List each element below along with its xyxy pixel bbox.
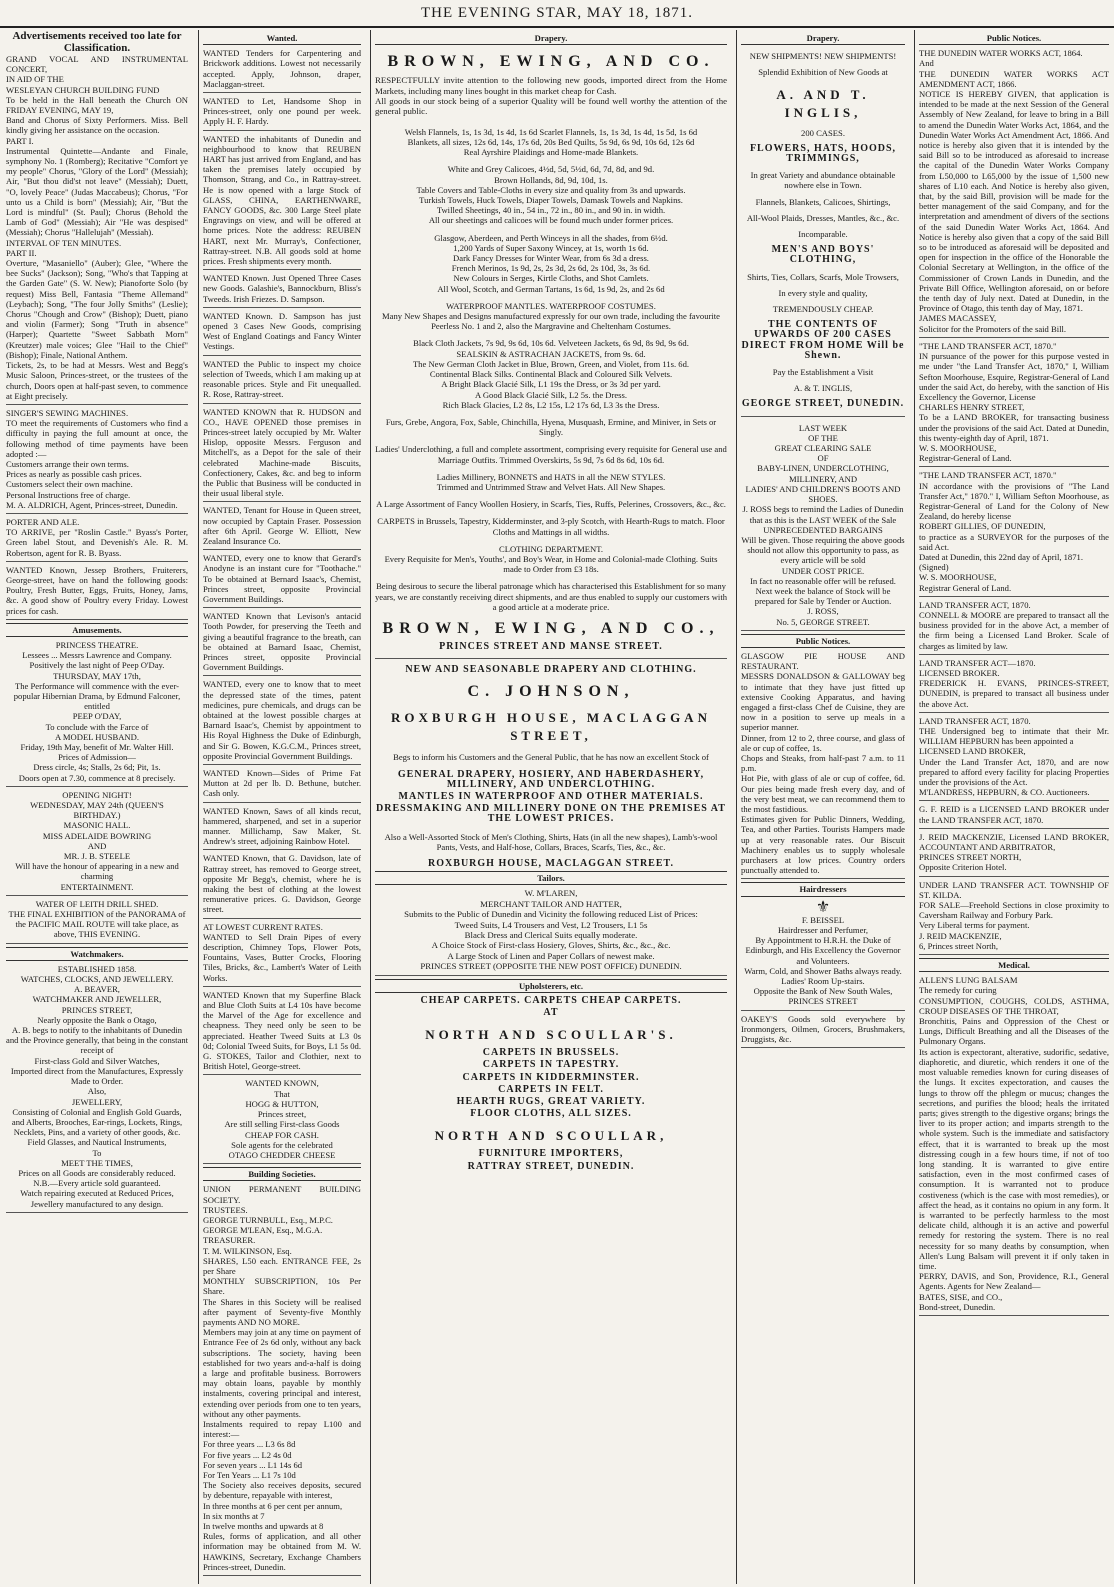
- wanted-ad: WANTED, every one to know that Gerard's Anodyne is an instant cure for "Toothache." To be obtained at Bernard Isaac's, Chemist, Princes street, opposite Provincial Government Buildings.: [203, 553, 361, 608]
- inglis-line: GEORGE STREET, DUNEDIN.: [741, 398, 905, 410]
- land-transfer-notice: LAND TRANSFER ACT, 1870. THE Undersigned beg to intimate that their Mr. WILLIAM HEPBURN has been appointed a LICENSED LAND BROKER, Under the Land Transfer Act, 1870, and are now prepared to afford every facility for placing Properties under the provisions of the Act. M'LANDRESS, HEPBURN, & CO. Auctioneers.: [919, 716, 1109, 802]
- wanted-ad: WANTED the Public to inspect my choice selection of Tweeds, which I am making up at reasonable prices. Style and Fit unequalled. R. Rose, Rattray-street.: [203, 359, 361, 404]
- wanted-ad: WANTED the inhabitants of Dunedin and neighbourhood to know that REUBEN HART has just arrived from England, and has taken the premises lately occupied by Thomson, Strang, and Co., in Rattray-street. He is now opened with a large Stock of GLASS, CHINA, EARTHENWARE, FANCY GOODS, &c. 300 Large Steel plate Engravings on view, and will be offered at home prices. Note the address: REUBEN HART, next Mr. Murray's, Confectioner, Rattray-street. N.B. All goods sold at home prices. Fresh shipments every month.: [203, 134, 361, 271]
- wanted-ad: WANTED Known that my Superfine Black and Blue Cloth Suits at L4 10s have become the Marvel of the Age for excellence and cheapness. They need only be seen to be appreciated. Heather Tweed Suits at L3 0s 0d; Colonial Tweed Suits, for Boys, L1 5s 0d. G. STOKES, Tailor and Clothier, next to British Hotel, George-street.: [203, 990, 361, 1076]
- wanted-ad: WANTED KNOWN that R. HUDSON and CO., HAVE OPENED those premises in Princes-street lately occupied by Mr. Walter Hislop, opposite Messrs. Ferguson and Mitchell's, as a Depot for the sale of their celebrated Machine-made Biscuits, Confectionery, Cakes, &c. and beg to inform the Public that Business will be conducted in their usual liberal style.: [203, 407, 361, 503]
- medical-header: Medical.: [919, 958, 1109, 972]
- johnson-name: C. JOHNSON,: [467, 683, 635, 701]
- bec-footer: BROWN, EWING, AND CO.,: [382, 619, 720, 637]
- carpets-line: CARPETS IN TAPESTRY.: [482, 1059, 620, 1071]
- jessep-ad: WANTED Known, Jessep Brothers, Fruiterers, George-street, have on hand the following goods: Poultry, Fresh Butter, Eggs, Fruits, Honey, Jams, &c. A good show of Poultry every Friday. Lowest prices for cash.: [6, 565, 188, 620]
- ross-ad: LAST WEEK OF THE GREAT CLEARING SALE OF BABY-LINEN, UNDERCLOTHING, MILLINERY, AND LADIES' AND CHILDREN'S BOOTS AND SHOES. J. ROSS begs to remind the Ladies of Dunedin that as this is the LAST WEEK of the Sale UNPRECEDENTED BARGAINS Will be given. Those requiring the above goods should not allow this opportunity to pass, as every article will be sold UNDER COST PRICE. In fact no reasonable offer will be refused. Next week the balance of Stock will be prepared for Sale by Tender or Auction. J. ROSS, No. 5, GEORGE STREET.: [741, 423, 905, 631]
- carpets-line: RATTRAY STREET, DUNEDIN.: [467, 1160, 635, 1172]
- inglis-line: Shirts, Ties, Collars, Scarfs, Mole Trowsers,: [747, 271, 899, 282]
- wanted-ad: WANTED Known. D. Sampson has just opened 3 Cases New Goods, comprising West of England Coatings and Fancy Winter Vestings.: [203, 311, 361, 356]
- drapery-header: Drapery.: [741, 32, 905, 45]
- bec-title: BROWN, EWING, AND CO.: [387, 53, 715, 71]
- bec-calicoes: White and Grey Calicoes, 4½d, 5d, 5½d, 6d, 7d, 8d, and 9d. Brown Hollands, 8d, 9d, 10d, 1s. Table Covers and Table-Cloths in every size and quality from 3s and upwards. Turkish Towels, Huck Towels, Diaper Towels, Damask Towels and Napkins. Twilled Sheetings, 40 in., 54 in., 72 in., 80 in., and 90 in. in width. All our sheetings and calicoes will be found much under former prices.: [416, 164, 686, 226]
- wanted-header: Wanted.: [203, 32, 361, 45]
- carpets-line: CARPETS IN KIDDERMINSTER.: [462, 1071, 640, 1083]
- bec-flannels: Welsh Flannels, 1s, 1s 3d, 1s 4d, 1s 6d Scarlet Flannels, 1s, 1s 3d, 1s 4d, 1s 5d, 1s 6d Blankets, all sizes, 12s 6d, 14s, 17s 6d, 20s Bed Quilts, 5s 9d, 6s 9d, 10s 6d, 12s 6d Real Ayrshire Plaidings and Home-made Blankets.: [404, 126, 698, 158]
- johnson-house: ROXBURGH HOUSE, MACLAGGAN STREET,: [391, 710, 711, 744]
- land-transfer-notice: J. REID MACKENZIE, Licensed LAND BROKER, ACCOUNTANT AND ARBITRATOR, PRINCES STREET NORTH, Opposite Criterion Hotel.: [919, 832, 1109, 877]
- north-scoullar-footer: NORTH AND SCOULLAR,: [434, 1128, 668, 1144]
- late-ads-heading: Advertisements received too late for Classification.: [12, 30, 182, 54]
- bec-waterproof: WATERPROOF MANTLES. WATERPROOF COSTUMES. Many New Shapes and Designs manufactured expressly for our own trade, including the favourite Peerless No. 1 and 2, also the Margravine and Cheltenham Costumes.: [382, 300, 720, 332]
- wanted-ad: WANTED to Let, Handsome Shop in Princes-street, only one pound per week. Apply H. F. Hardy.: [203, 96, 361, 131]
- porter-ad: PORTER AND ALE. TO ARRIVE, per "Roslin Castle." Byass's Porter, Green label Stout, and Devenish's Ale. R. M. Robertson, agent for R. B. Byass.: [6, 517, 188, 562]
- bec-jackets: Black Cloth Jackets, 7s 9d, 9s 6d, 10s 6d. Velveteen Jackets, 6s 9d, 8s 9d, 9s 6d. SEALSKIN & ASTRACHAN JACKETS, from 9s. 6d. The New German Cloth Jacket in Blue, Brown, Green, and Violet, from 11s. 6d. Continental Black Silks. Continental Black and Coloured Silk Velvets. A Bright Black Glacié Silk, L1 19s the Dress, or 3s 3d per yard. A Good Black Glacié Silk, L2 5s. the Dress. Rich Black Glacies, L2 8s, L2 15s, L2 17s 6d, L3 3s the Dress.: [412, 338, 690, 410]
- beaver-ad: ESTABLISHED 1858. WATCHES, CLOCKS, AND JEWELLERY. A. BEAVER, WATCHMAKER AND JEWELLER, PRINCES STREET, Nearly opposite the Bank o Otago, A. B. begs to notify to the inhabitants of Dunedin and the Province generally, that being in the constant receipt of First-class Gold and Silver Watches, Imported direct from the Manufactures, Expressly Made to Order. Also, JEWELLERY, Consisting of Colonial and English Gold Guards, and Alberts, Brooches, Ear-rings, Lockets, Rings, Necklets, Pins, and a variety of other goods, &c. Field Glasses, and Nautical Instruments, To MEET THE TIMES, Prices on all Goods are considerably reduced. N.B.—Every article sold guaranteed. Watch repairing executed at Reduced Prices, Jewellery manufactured to any design.: [6, 964, 188, 1213]
- bec-closing: Being desirous to secure the liberal patronage which has characterised this Establishment for so many years, we are constantly receiving direct shipments, and are thus enabled to supply our customers with a good article at a moderate price.: [375, 581, 728, 612]
- masthead-title: THE EVENING STAR, MAY 18, 1871.: [420, 5, 694, 21]
- tailors-header: Tailors.: [375, 871, 727, 885]
- bec-underclothing: Ladies' Underclothing, a full and complete assortment, comprising every requisite for General use and Marriage Outfits. Trimmed Overskirts, 5s 9d, 7s 6d 8s 6d, 10s 6d.: [375, 444, 727, 465]
- carpets-line: HEARTH RUGS, GREAT VARIETY.: [456, 1096, 646, 1108]
- wanted-ad: WANTED Known that Levison's antacid Tooth Powder, for preserving the Teeth and giving a beautiful fragrance to the breath, can be obtained at Barnard Isaac, Chemist, Princes street, opposite Provincial Government Buildings.: [203, 611, 361, 676]
- johnson-mens: Also a Well-Assorted Stock of Men's Clothing, Shirts, Hats (in all the new shapes), Lamb's-wool Pants, Vests, and Half-hose, Collars, Braces, Scarfs, Ties, &c., &c.: [384, 831, 718, 852]
- building-society-ad: UNION PERMANENT BUILDING SOCIETY. TRUSTEES. GEORGE TURNBULL, Esq., M.P.C. GEORGE M'LEAN, Esq., M.G.A. TREASURER. T. M. WILKINSON, Esq. SHARES, L50 each. ENTRANCE FEE, 2s per Share MONTHLY SUBSCRIPTION, 10s Per Share. The Shares in this Society will be realised after payment of Seventy-five Monthly payments AND NO MORE. Members may join at any time on payment of Entrance Fee of 2s 6d only, without any back subscriptions. The society, having been established for two years and-a-half is doing a large and profitable business. Borrowers may obtain loans, payable by monthly instalments, covering principal and interest, extending over periods from one to ten years, without any other payments. Instalments required to repay L100 and interest:— For three years ... L3 6s 8d For five years ... L2 4s 0d For seven years ... L1 14s 6d For Ten Years ... L1 7s 10d The Society also receives deposits, secured by debenture, repayable with interest, In three months at 6 per cent per annum, In six months at 7 In twelve months and upwards at 8 Rules, forms of application, and all other information may be obtained from M. W. HAWKINS, Secretary, Exchange Chambers Princes-street, Dunedin.: [203, 1184, 361, 1576]
- inglis-line: Flannels, Blankets, Calicoes, Shirtings,: [755, 196, 891, 207]
- wanted-ad: AT LOWEST CURRENT RATES. WANTED to Sell Drain Pipes of every description, Chimney Tops, Flower Pots, Fountains, Vases, Butter Crocks, Flooring Tiles, Bricks, &c., Lambert's Water of Leith Works.: [203, 922, 361, 987]
- inglis-line: Splendid Exhibition of New Goods at: [758, 67, 888, 78]
- singer-ad: SINGER'S SEWING MACHINES. TO meet the requirements of Customers who find a difficulty in paying the full amount at once, the following method of time payments have been adopted :— Customers arrange their own terms. Prices as nearly as possible cash prices. Customers select their own machine. Personal Instructions free of charge. M. A. ALDRICH, Agent, Princes-street, Dunedin.: [6, 408, 188, 514]
- land-transfer-notice: "THE LAND TRANSFER ACT, 1870." IN pursuance of the power for this purpose vested in me under "the Land Transfer Act, 1870," I, William Sefton Moorhouse, Esquire, Registrar-General of Land under the said Act, do hereby, with the sanction of His Excellency the Governor, License CHARLES HENRY STREET, To be a LAND BROKER, for transacting business under the provisions of the said Act. Dated at Dunedin, this twenty-eighth day of April, 1871. W. S. MOORHOUSE, Registrar-General of Land.: [919, 341, 1109, 467]
- carpets-line: CHEAP CARPETS. CARPETS CHEAP CARPETS.: [420, 994, 682, 1006]
- wanted-ad: WANTED Tenders for Carpentering and Brickwork additions. Lowest not necessarily accepted. Apply, Johnson, draper, Maclaggan-street.: [203, 48, 361, 93]
- masthead: [0, 0, 1114, 28]
- inglis-line: NEW SHIPMENTS! NEW SHIPMENTS!: [749, 51, 897, 62]
- hogg-hutton-ad: WANTED KNOWN, That HOGG & HUTTON, Princes street, Are still selling First-class Goods CHEAP FOR CASH. Sole agents for the celebrated OTAGO CHEDDER CHEESE: [203, 1078, 361, 1164]
- mlaren-ad: W. M'LAREN, MERCHANT TAILOR AND HATTER, Submits to the Public of Dunedin and Vicinity the following reduced List of Prices: Tweed Suits, L4 Trousers and Vest, L2 Trousers, L1 5s Black Dress and Clerical Suits equally moderate. A Choice Stock of First-class Hosiery, Gloves, Shirts, &c., &c., &c. A Large Stock of Linen and Paper Collars of newest make. PRINCES STREET (OPPOSITE THE NEW POST OFFICE) DUNEDIN.: [375, 888, 727, 975]
- concert-ad: GRAND VOCAL AND INSTRUMENTAL CONCERT, IN AID OF THE WESLEYAN CHURCH BUILDING FUND To be held in the Hall beneath the Church ON FRIDAY EVENING, MAY 19, Band and Chorus of Sixty Performers. Miss. Bell kindly giving her assistance on the occasion. PART I. Instrumental Quintette—Andante and Finale, symphony No. 1 (Romberg); Recitative "Comfort ye my people" Chorus, "Glory of the Lord" (Messiah); Air, "But thou did'st not leave" (Messiah); Duett, "O, lovely Peace" (Judas Maccabeus); Chorus, "For unto us a Child is born" (Messiah); Air, "But the Lord is mindful" (St. Paul); Chorus (Behold the Lamb of God" (Messiah); Air "He was despised" (Messiah); Chorus "Hallelujah" (Messiah). INTERVAL OF TEN MINUTES. PART II. Overture, "Masaniello" (Auber); Glee, "Where the bee Sucks" (Jackson); Song, "Who's that Tapping at the Garden Gate" (S. W. New); Pianoforte Solo (by request) Miss Bell, Fantasia "Theme Allemand" (Leybach); Song, "The four Jolly Smiths" (Leslie); Chorus "Chough and Crow" (Bishop); Duett, piano and violin (Farmer); Song "Truth in absence" (Harper); Quartette "Sweet Sabbath Morn" (Kreutzer) male voices; Glee "Hail to the Chief" (Bishop); Finale, National Anthem. Tickets, 2s, to be had at Messrs. West and Begg's Music Saloon, Princes-street, or the trustees of the church, Doors open at half-past seven, to commence at Eight precisely.: [6, 54, 188, 405]
- inglis-title: A. AND T. INGLIS,: [776, 86, 870, 120]
- land-transfer-notice: "THE LAND TRANSFER ACT, 1870." IN accordance with the provisions of "The Land Transfer Act," 1870." I, William Sefton Moorhouse, as Registrar-General of Land for the Colony of New Zealand, do hereby license ROBERT GILLIES, OF DUNEDIN, to practice as a SURVEYOR for the purposes of the said Act. Dated at Dunedin, this 22nd day of April, 1871. (Signed) W. S. MOORHOUSE, Registrar General of Land.: [919, 470, 1109, 596]
- bec-address: PRINCES STREET AND MANSE STREET.: [439, 640, 663, 652]
- wanted-ad: WANTED Known, Saws of all kinds recut, hammered, sharpened, and set in a superior manner. Millichamp, Saw Maker, St. Andrew's street, adjoining Rainbow Hotel.: [203, 806, 361, 851]
- theatre-ad: PRINCESS THEATRE. Lessees ... Messrs Lawrence and Company. Positively the last night of Peep O'Day. THURSDAY, MAY 17th, The Performance will commence with the ever-popular Hibernian Drama, by Edmund Falconer, entitled PEEP O'DAY, To conclude with the Farce of A MODEL HUSBAND. Friday, 19th May, benefit of Mr. Walter Hill. Prices of Admission— Dress circle, 4s; Stalls, 2s 6d; Pit, 1s. Doors open at 7.30, commence at 8 precisely.: [6, 640, 188, 787]
- wanted-ad: WANTED Known—Sides of Prime Fat Mutton at 2d per lb. D. Bethune, butcher. Cash only.: [203, 768, 361, 803]
- beissel-ad: F. BEISSEL Hairdresser and Perfumer, By Appointment to H.R.H. the Duke of Edinburgh, and His Excellency the Governor and Volunteers. Warm, Cold, and Shower Baths always ready. Ladies' Room Up-stairs. Opposite the Bank of New South Wales, PRINCES STREET: [741, 915, 905, 1011]
- inglis-line: MEN'S AND BOYS' CLOTHING,: [771, 244, 875, 266]
- carpets-line: FLOOR CLOTHS, ALL SIZES.: [470, 1108, 632, 1120]
- notices-header: Public Notices.: [741, 634, 905, 648]
- column-4: [736, 30, 909, 1584]
- inglis-line: In great Variety and abundance obtainable nowhere else in Town.: [750, 170, 896, 191]
- lung-balsam-ad: ALLEN'S LUNG BALSAM The remedy for curing CONSUMPTION, COUGHS, COLDS, ASTHMA, CROUP DISEASES OF THE THROAT, Bronchitis, Pains and Oppression of the Chest or Lungs, Difficult Breathing and all the Diseases of the Pulmonary Organs. Its action is expectorant, alterative, sudorific, sedative, diaphoretic, and diuretic, which renders it one of the most valuable remedies known for curing diseases of the lungs. It excites expectoration, and causes the lungs to throw off the phlegm or mucus; changes the secretions, and purifies the blood; heals the irritated parts; gives strength to the digestive organs; brings the liver to its proper action; and imparts strength to the whole system. Such is the immediate and satisfactory effect, that it is warranted to break up the most distressing cough in a few hours time, if not of too long standing. It is warranted to give entire satisfaction, even in the most confirmed cases of consumption. It is warranted not to produce costiveness (which is the case with most remedies), or affect the head, as it contains no opium in any form. It is warranted to be perfectly harmless to the most delicate child, although it is an active and powerful remedy for restoring the system. There is no real necessity for so many deaths by consumption, when Allen's Lung Balsam will prevent it if only taken in time. PERRY, DAVIS, and Son, Providence, R.I., General Agents. Agents for New Zealand— BATES, SISE, and CO., Bond-street, Dunedin.: [919, 975, 1109, 1316]
- notices-header: Public Notices.: [919, 32, 1109, 45]
- inglis-line: Incomparable.: [798, 229, 848, 240]
- bec-carpets: CARPETS in Brussels, Tapestry, Kidderminster, and 3-ply Scotch, with Hearth-Rugs to match. Floor Cloths and Mattings in all widths.: [377, 516, 725, 537]
- land-transfer-notice: UNDER LAND TRANSFER ACT. TOWNSHIP OF ST. KILDA. FOR SALE—Freehold Sections in close proximity to Caversham Railway and Forbury Park. Very Liberal terms for payment. J. REID MACKENZIE, 6, Princes street North,: [919, 880, 1109, 955]
- bec-furs: Furs, Grebe, Angora, Fox, Sable, Chinchilla, Hyena, Musquash, Ermine, and Miniver, in Sets or Singly.: [385, 416, 717, 438]
- hairdressers-header: Hairdressers: [741, 882, 905, 896]
- pie-house-ad: GLASGOW PIE HOUSE AND RESTAURANT. MESSRS DONALDSON & GALLOWAY beg to intimate that they have just fitted up extensive Cooking Apparatus, and having engaged a first-class Chef de Cuisine, they are now in a position to serve up meals in a superior manner. Dinner, from 12 to 2, three course, and glass of ale or cup of coffee, 1s. Chops and Steaks, from half-past 7 a.m. to 11 p.m. Hot Pie, with glass of ale or cup of coffee, 6d. Our pies being made fresh every day, and of the very best meat, we can recommend them to the most fastidious. Estimates given for Public Dinners, Wedding, Tea, and other Parties. Tourists Hampers made up at very reasonable rates. Our Biscuit Machinery enables us to supply wholesale purchasers at low prices. Country orders punctually attended to.: [741, 651, 905, 879]
- bec-clothing: CLOTHING DEPARTMENT. Every Requisite for Men's, Youths', and Boy's Wear, in Home and Colonial-made Clothing. Suits made to Order from £3 18s.: [384, 543, 718, 575]
- johnson-headline: NEW AND SEASONABLE DRAPERY AND CLOTHING.: [405, 664, 697, 676]
- bec-intro: RESPECTFULLY invite attention to the following new goods, imported direct from the Home Markets, including many lines bought in this market cheap for Cash. All goods in our stock being of a superior Quality will be found well worthy the attention of the general public.: [375, 75, 727, 117]
- johnson-address: ROXBURGH HOUSE, MACLAGGAN STREET.: [428, 857, 674, 869]
- masonic-ad: OPENING NIGHT! WEDNESDAY, MAY 24th (QUEEN'S BIRTHDAY.) MASONIC HALL. MISS ADELAIDE BOWRING AND MR. J. B. STEELE Will have the honour of appearing in a new and charming ENTERTAINMENT.: [6, 790, 188, 896]
- building-header: Building Societies.: [203, 1167, 361, 1181]
- johnson-stock: GENERAL DRAPERY, HOSIERY, AND HABERDASHERY, MILLINERY, AND UNDERCLOTHING.: [397, 768, 705, 790]
- carpets-line: CARPETS IN BRUSSELS.: [482, 1047, 620, 1059]
- inglis-line: All-Wool Plaids, Dresses, Mantles, &c., &c.: [746, 212, 900, 223]
- inglis-line: 200 CASES.: [801, 127, 845, 138]
- bec-winceys: Glasgow, Aberdeen, and Perth Winceys in all the shades, from 6½d. 1,200 Yards of Super Saxony Wincey, at 1s, worth 1s 6d. Dark Fancy Dresses for Winter Wear, from 6s 3d a dress. French Merinos, 1s 9d, 2s, 2s 3d, 2s 6d, 2s 10d, 3s, 3s 6d. New Colours in Serges, Kirtle Cloths, and Shot Camlets. All Wool, Scotch, and German Tartans, 1s 6d, 1s 9d, 2s, and 2s 6d: [434, 232, 668, 294]
- royal-arms-icon: ⚜: [815, 898, 831, 916]
- johnson-text: Begs to inform his Customers and the General Public, that he has now an excellent Stock of: [393, 752, 709, 763]
- carpets-line: AT: [543, 1007, 559, 1019]
- column-5: [914, 30, 1113, 1584]
- column-3: [370, 30, 731, 1584]
- inglis-line: Pay the Establishment a Visit: [772, 367, 874, 378]
- carpets-line: FURNITURE IMPORTERS,: [478, 1148, 624, 1160]
- inglis-line: In every style and quality,: [778, 287, 868, 298]
- drapery-header: Drapery.: [375, 32, 727, 45]
- wanted-ad: WANTED, Tenant for House in Queen street, now occupied by Captain Fraser. Possession after 6th April. George W. Elliott, New Zealand Insurance Co.: [203, 505, 361, 550]
- johnson-dressmaking: DRESSMAKING AND MILLINERY DONE ON THE PREMISES AT THE LOWEST PRICES.: [376, 803, 726, 825]
- wanted-ad: WANTED Known, that G. Davidson, late of Rattray street, has removed to George street, opposite Mr Begg's, chemist, where he is making the best of clothing at the lowest remunerative prices. G. Davidson, George street.: [203, 853, 361, 918]
- inglis-line: A. & T. INGLIS,: [793, 383, 853, 394]
- watchmakers-header: Watchmakers.: [6, 947, 188, 961]
- carpets-line: CARPETS IN FELT.: [498, 1083, 604, 1095]
- inglis-line: THE CONTENTS OF UPWARDS OF 200 CASES DIRECT FROM HOME Will be Shewn.: [741, 319, 905, 361]
- oakey-ad: OAKEY'S Goods sold everywhere by Ironmongers, Oilmen, Grocers, Brushmakers, Druggists, &c.: [741, 1014, 905, 1049]
- amusements-header: Amusements.: [6, 623, 188, 637]
- north-scoullar-title: NORTH AND SCOULLAR'S.: [425, 1027, 677, 1043]
- inglis-line: TREMENDOUSLY CHEAP.: [772, 304, 874, 315]
- johnson-mantles: MANTLES IN WATERPROOF AND OTHER MATERIALS.: [398, 790, 704, 802]
- bec-hosiery: A Large Assortment of Fancy Woollen Hosiery, in Scarfs, Ties, Ruffs, Pelerines, Crossovers, &c., &c.: [376, 499, 726, 510]
- water-works-notice: THE DUNEDIN WATER WORKS ACT, 1864. And THE DUNEDIN WATER WORKS ACT AMENDMENT ACT, 1866. NOTICE IS HEREBY GIVEN, that application is intended to be made at the next Session of the General Assembly of New Zealand, for leave to bring in a Bill to amend the Dunedin Water Works Act, 1864, and the Dunedin Water Works Act Amendment Act, 1866. And notice is hereby also given that it is intended by the said Bill so to be introduced as aforesaid to increase the capital of the Dunedin Water Works Company from L50,000 to L65,000 by the issue of 1,500 new shares of L10 each. And Notice is hereby also given, that, by the said Bill, provision will be made for the better management of the said Company, and for the interpretation and amendment of divers of the sections of the said Dunedin Water Works Act, 1864. And Notice is hereby also given that a copy of the said Bill so to be introduced as aforesaid will be deposited and open for inspection in the office of the Honorable the Colonial Secretary at Wellington, in the office of the Commissioner of Crown Lands in Dunedin, and the Private Bill Office, Wellington aforesaid, on or before the tenth day of July next. Dated at Dunedin, in the Province of Otago, this tenth day of May, 1871. JAMES MACASSEY, Solicitor for the Promoters of the said Bill.: [919, 48, 1109, 338]
- land-transfer-notice: G. F. REID is a LICENSED LAND BROKER under the LAND TRANSFER ACT, 1870.: [919, 804, 1109, 828]
- upholsterers-header: Upholsterers, etc.: [375, 979, 727, 993]
- column-2: [198, 30, 365, 1584]
- bec-millinery: Ladies Millinery, BONNETS and HATS in all the NEW STYLES. Trimmed and Untrimmed Straw and Velvet Hats. All New Shapes.: [436, 471, 666, 492]
- land-transfer-notice: LAND TRANSFER ACT—1870. LICENSED BROKER. FREDERICK H. EVANS, PRINCES-STREET, DUNEDIN, is prepared to transact all business under the above Act.: [919, 658, 1109, 713]
- inglis-line: FLOWERS, HATS, HOODS, TRIMMINGS,: [749, 142, 897, 165]
- wanted-ad: WANTED Known. Just Opened Three Cases new Goods. Galashie's, Bannockburn, Bliss's Tweeds. Irish Friezes. D. Sampson.: [203, 273, 361, 308]
- panorama-ad: WATER OF LEITH DRILL SHED. THE FINAL EXHIBITION of the PANORAMA of the PACIFIC MAIL ROUTE will take place, as above, THIS EVENING.: [6, 899, 188, 944]
- wanted-ad: WANTED, every one to know that to meet the depressed state of the times, patent medicines, pure chemicals, and drugs can be obtained at the lowest possible charges at Barnard Isaac's, Chemist by appointment to His Royal Highness the Duke of Edinburgh, and Sir G. Bowen, K.G.C.M., Princes street, opposite Provincial Government Buildings.: [203, 679, 361, 765]
- column-1: [2, 30, 192, 1584]
- divider: [375, 658, 727, 659]
- divider: [741, 416, 905, 417]
- land-transfer-notice: LAND TRANSFER ACT, 1870. CONNELL & MOORE are prepared to transact all the business provided for in the above Act, a member of the firm being a Licensed Land Broker. Scale of charges as limited by law.: [919, 600, 1109, 655]
